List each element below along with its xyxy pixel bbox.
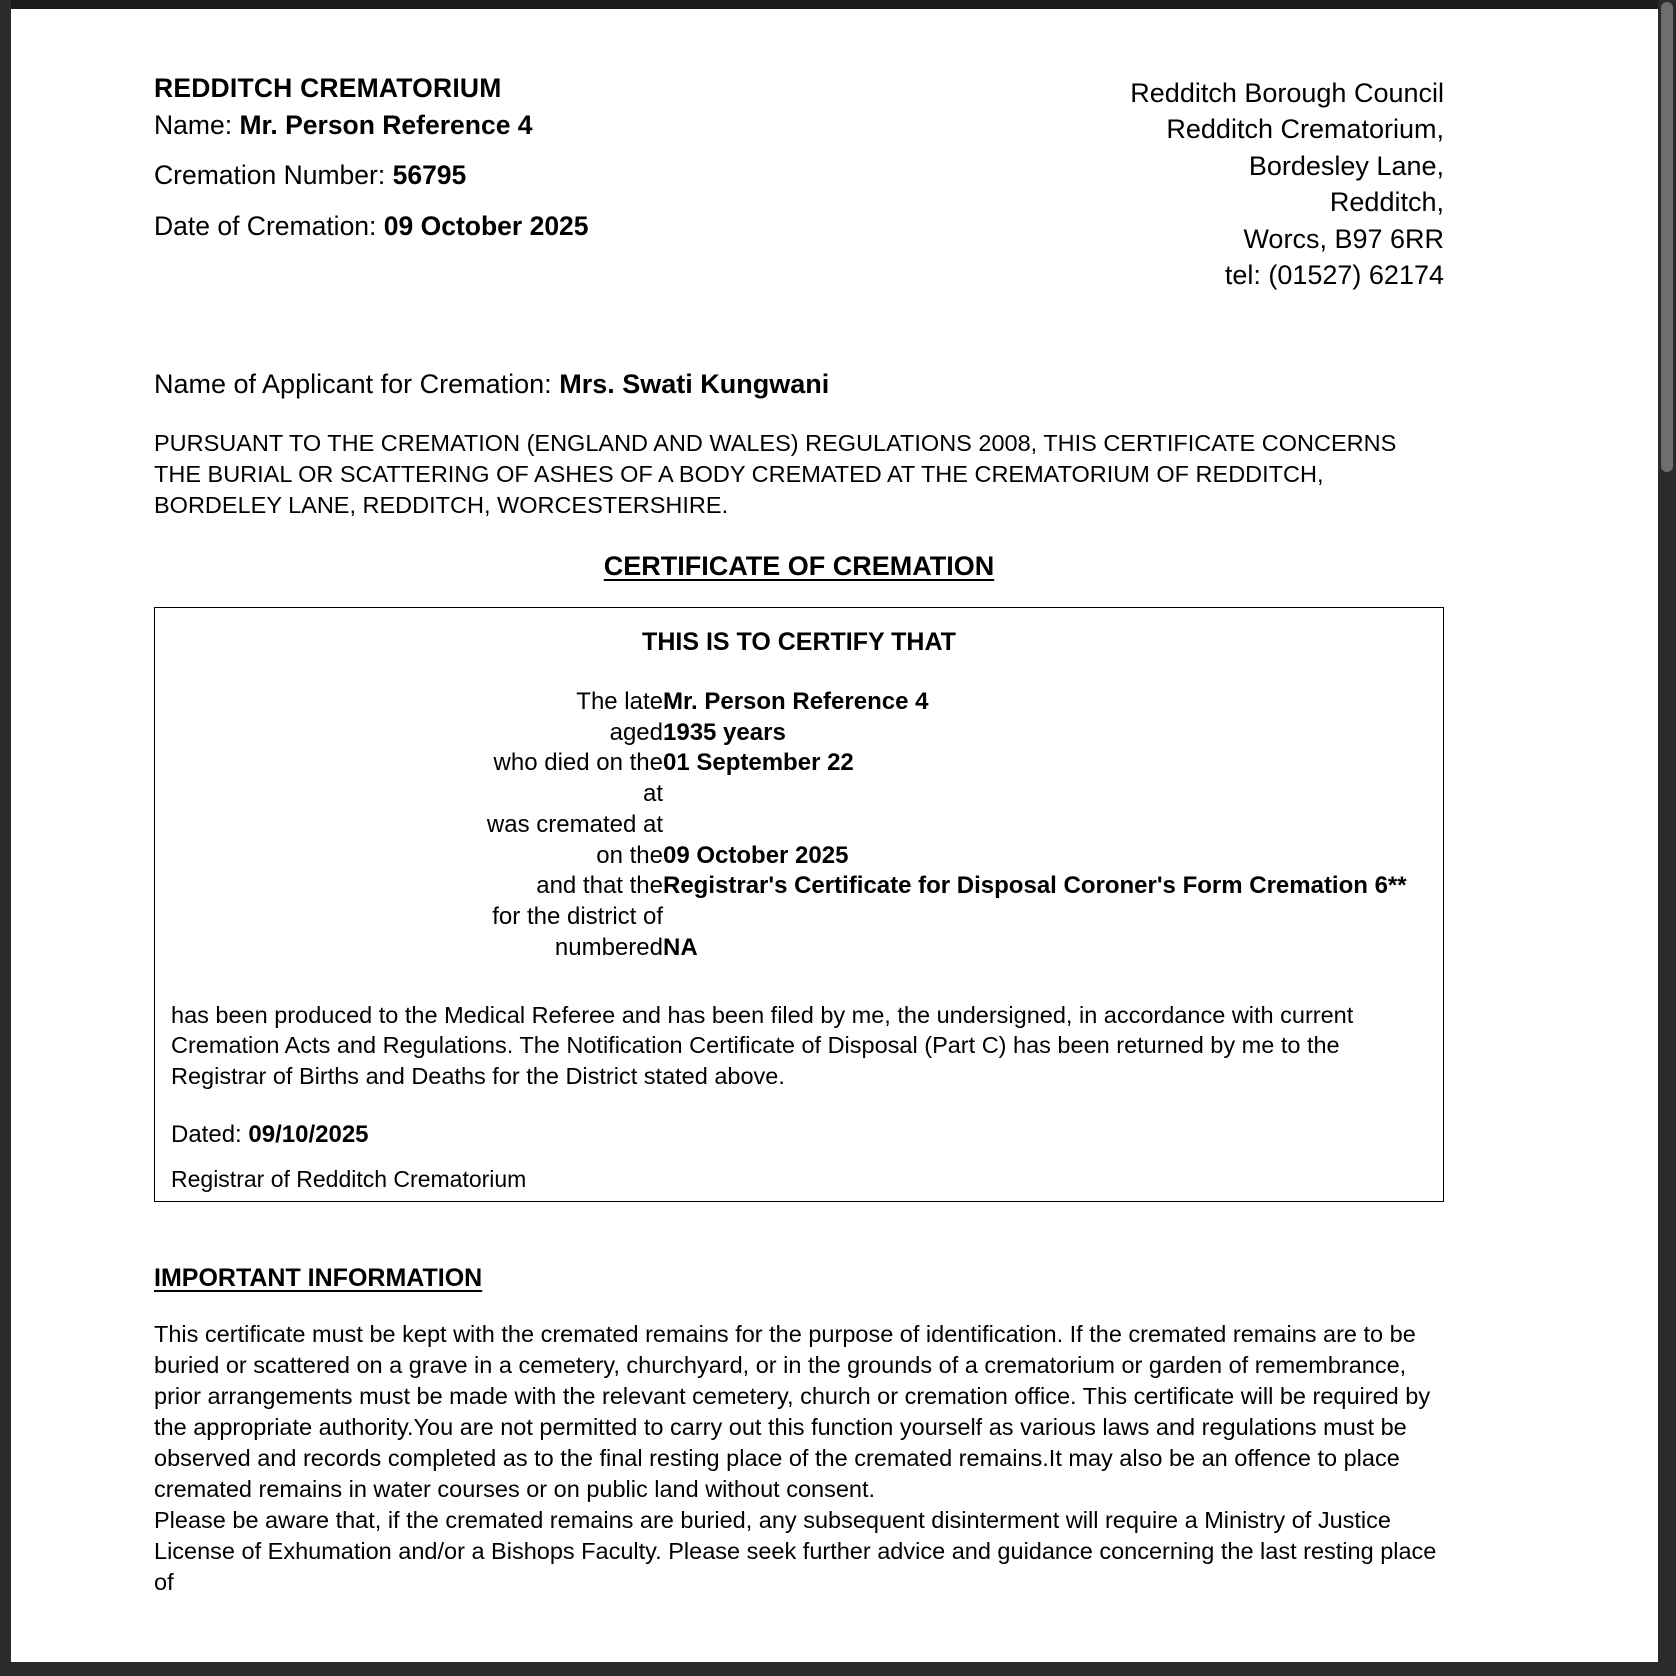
- viewer-right-gutter: [1658, 0, 1676, 1676]
- applicant-value: Mrs. Swati Kungwani: [559, 369, 830, 399]
- important-information-body: [154, 1319, 1444, 1598]
- table-row: [171, 687, 1427, 718]
- field-label: The late: [576, 688, 663, 716]
- table-row: [171, 779, 1427, 810]
- address-line: Redditch,: [1329, 187, 1444, 218]
- address-line: Bordesley Lane,: [1248, 150, 1444, 181]
- certificate-fields-table: [171, 687, 1427, 963]
- field-value: Registrar's Certificate for Disposal Coroner's Form Cremation 6**: [663, 872, 1407, 900]
- table-row: [171, 718, 1427, 749]
- field-value: [663, 810, 1427, 841]
- produced-paragraph: has been produced to the Medical Referee and has been filed by me, the undersigned, in accordance with current Cremation Acts and Regulations. The Notification Certificate of Disposal (Part C) has been returned by me to the Registrar of Births and Deaths for the District stated above.: [171, 1001, 1354, 1089]
- applicant-label: Name of Applicant for Cremation:: [154, 369, 552, 399]
- important-information-paragraph-1: This certificate must be kept with the cremated remains for the purpose of identification. If the cremated remains are to be buried or scattered on a grave in a cemetery, churchyard, or in the grounds of a crematorium or garden of remembrance, prior arrangements must be made with the relevant cemetery, church or cremation office. This certificate will be required by the appropriate authority.You are not permitted to carry out this function yourself as various laws and regulations must be observed and records completed as to the final resting place of the cremated remains.It may also be an offence to place cremated remains in water courses or on public land without consent.: [154, 1321, 1431, 1503]
- deceased-name-label: Name:: [154, 109, 233, 140]
- field-label: on the: [596, 841, 663, 869]
- address-line: Redditch Borough Council: [1130, 78, 1444, 108]
- date-of-cremation-value: 09 October 2025: [383, 210, 589, 241]
- field-value: Mr. Person Reference 4: [663, 688, 929, 716]
- regulations-paragraph: PURSUANT TO THE CREMATION (ENGLAND AND WALES) REGULATIONS 2008, THIS CERTIFICATE CONCERNS THE BURIAL OR SCATTERING OF ASHES OF A BODY CREMATED AT THE CREMATORIUM OF REDDITCH, BORDELEY LANE, REDDITCH, WORCESTERSHIRE.: [154, 430, 1397, 519]
- viewer-bottom-gutter: [0, 1662, 1676, 1676]
- viewer-left-gutter: [0, 0, 11, 1676]
- table-row: [171, 933, 1427, 964]
- council-address-block: [924, 75, 1444, 294]
- certificate-title: CERTIFICATE OF CREMATION: [603, 551, 995, 582]
- field-label: was cremated at: [486, 810, 663, 838]
- field-label: who died on the: [493, 749, 663, 777]
- header-left-block: [154, 75, 854, 239]
- certify-heading: THIS IS TO CERTIFY THAT: [642, 628, 956, 657]
- page-content: [154, 9, 1444, 1598]
- date-of-cremation-label: Date of Cremation:: [154, 210, 377, 241]
- deceased-name-row: [154, 109, 854, 140]
- date-of-cremation-row: [154, 210, 854, 241]
- field-label: at: [642, 780, 663, 808]
- cremation-number-label: Cremation Number:: [154, 160, 386, 190]
- document-page: [11, 9, 1658, 1664]
- table-row: [171, 748, 1427, 779]
- cremation-number-row: [154, 162, 854, 189]
- dated-row: [171, 1121, 1427, 1149]
- important-information-heading: IMPORTANT INFORMATION: [154, 1264, 483, 1293]
- crematorium-title: REDDITCH CREMATORIUM: [154, 73, 502, 103]
- registrar-signature-line: Registrar of Redditch Crematorium: [171, 1166, 527, 1193]
- dated-value: 09/10/2025: [248, 1121, 369, 1149]
- field-label: numbered: [554, 933, 663, 961]
- spacer: [154, 138, 854, 162]
- dated-label: Dated:: [171, 1121, 242, 1149]
- important-information-paragraph-2: Please be aware that, if the cremated remains are buried, any subsequent disinterment will require a Ministry of Justice License of Exhumation and/or a Bishops Faculty. Please seek further advice and guidance concerning the last resting place of: [154, 1507, 1437, 1596]
- table-row: [171, 871, 1427, 902]
- address-line: Redditch Crematorium,: [1166, 114, 1444, 145]
- field-value: 09 October 2025: [663, 841, 849, 869]
- field-value: [663, 902, 1427, 933]
- table-row: [171, 902, 1427, 933]
- document-header: [154, 9, 1444, 291]
- field-label: and that the: [536, 872, 663, 900]
- vertical-scrollbar-thumb[interactable]: [1661, 2, 1673, 472]
- certificate-box: [154, 607, 1444, 1202]
- field-label: aged: [609, 718, 663, 746]
- address-line: Worcs, B97 6RR: [1243, 223, 1444, 254]
- field-value: 01 September 22: [663, 749, 854, 777]
- field-value: [663, 779, 1427, 810]
- field-value: 1935 years: [663, 718, 786, 746]
- field-label: for the district of: [492, 903, 663, 931]
- field-value: NA: [663, 933, 698, 961]
- applicant-row: [154, 369, 1444, 400]
- deceased-name-value: Mr. Person Reference 4: [239, 109, 533, 140]
- address-line-telephone: tel: (01527) 62174: [1224, 260, 1444, 291]
- table-row: [171, 841, 1427, 872]
- spacer: [154, 189, 854, 213]
- table-row: [171, 810, 1427, 841]
- cremation-number-value: 56795: [392, 160, 467, 190]
